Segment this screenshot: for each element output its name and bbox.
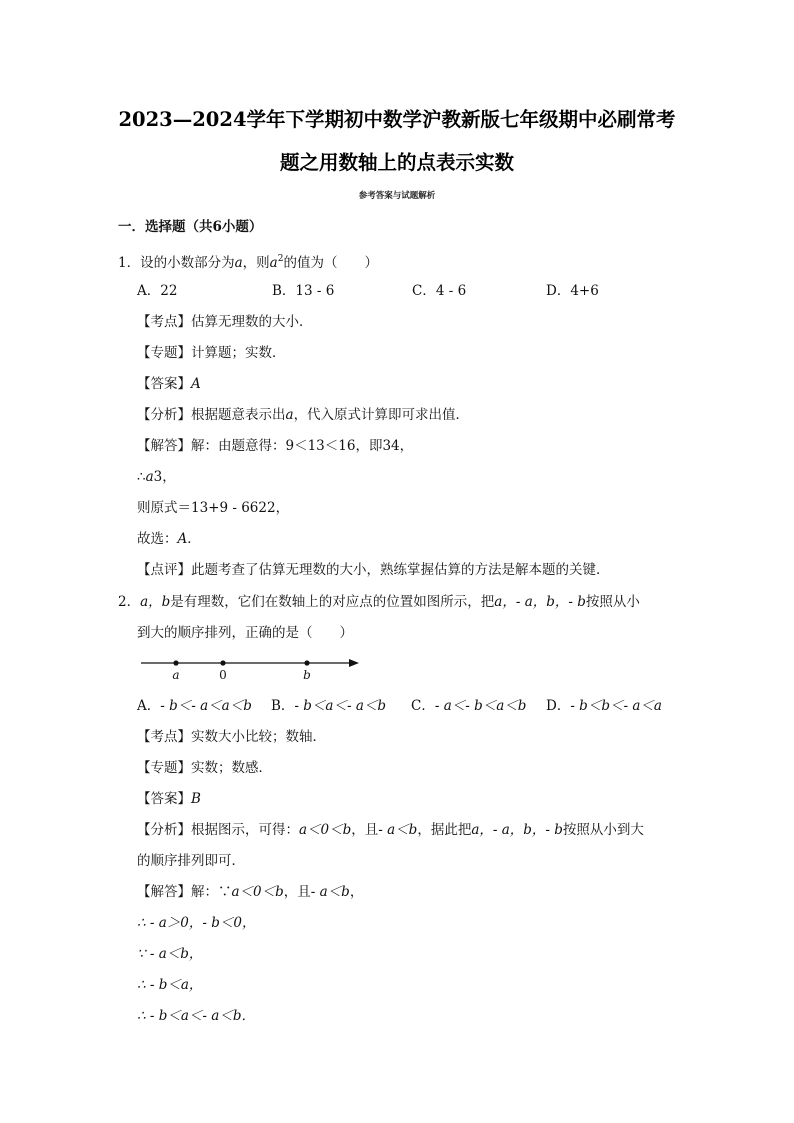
q1-option-d: D．4+6 bbox=[546, 283, 599, 299]
q1-option-a: A．22 bbox=[137, 283, 178, 299]
question-2-stem-line2: 到大的顺序排列，正确的是（ ） bbox=[137, 625, 353, 641]
q1-jieda: 【解答】解：由题意得：9＜13＜16，即34， bbox=[137, 438, 414, 454]
q2-step-4: ∴ - b＜a＜- a＜b． bbox=[137, 1008, 255, 1024]
q2-step-3: ∴ - b＜a， bbox=[137, 977, 203, 993]
q2-jieda: 【解答】解：∵a＜0＜b，且- a＜b， bbox=[137, 884, 364, 900]
q2-step-1: ∴ - a＞0，- b＜0， bbox=[137, 915, 256, 931]
q2-step-2: ∵ - a＜b， bbox=[137, 946, 203, 962]
question-2-stem-line1: 2．a，b是有理数，它们在数轴上的对应点的位置如图所示，把a，- a，b，- b按照从小 bbox=[118, 594, 640, 610]
q1-zhuanti: 【专题】计算题；实数． bbox=[137, 345, 286, 361]
q2-option-b: B．- b＜a＜- a＜b bbox=[271, 698, 387, 714]
q1-answer: 【答案】A bbox=[137, 376, 201, 392]
label-zero: 0 bbox=[219, 668, 227, 682]
q1-step-2: 则原式＝13+9 - 6622， bbox=[137, 500, 290, 516]
label-a: a bbox=[172, 668, 180, 682]
q2-fenxi-line1: 【分析】根据图示，可得：a＜0＜b，且- a＜b，据此把a，- a，b，- b按照从小到大 bbox=[137, 822, 644, 838]
section-heading: 一．选择题（共6小题） bbox=[118, 219, 263, 235]
q1-option-c: C．4 - 6 bbox=[412, 283, 467, 299]
q2-kaodian: 【考点】实数大小比较；数轴． bbox=[137, 729, 326, 745]
q1-step-3: 故选：A． bbox=[137, 531, 201, 547]
document-title-line2: 题之用数轴上的点表示实数 bbox=[279, 151, 514, 174]
q2-zhuanti: 【专题】实数；数感． bbox=[137, 760, 272, 776]
point-a bbox=[173, 660, 178, 665]
point-zero bbox=[220, 660, 225, 665]
q2-option-a: A．- b＜- a＜a＜b bbox=[137, 698, 252, 714]
q2-answer: 【答案】B bbox=[137, 791, 201, 807]
q1-step-1: ∴a3， bbox=[137, 469, 176, 485]
q1-kaodian: 【考点】估算无理数的大小． bbox=[137, 314, 313, 330]
number-line-arrow bbox=[349, 659, 359, 667]
label-b: b bbox=[303, 668, 311, 682]
point-b bbox=[304, 660, 309, 665]
number-line-figure bbox=[137, 653, 367, 683]
question-1-stem: 1．设的小数部分为a，则$a^2$的值为（ ） bbox=[118, 254, 378, 271]
q1-fenxi: 【分析】根据题意表示出a，代入原式计算即可求出值． bbox=[137, 407, 470, 423]
q2-option-c: C．- a＜- b＜a＜b bbox=[411, 698, 527, 714]
q1-dianping: 【点评】此题考查了估算无理数的大小，熟练掌握估算的方法是解本题的关键． bbox=[137, 562, 610, 578]
q2-fenxi-line2: 的顺序排列即可． bbox=[137, 853, 245, 869]
q2-option-d: D．- b＜b＜- a＜a bbox=[546, 698, 662, 714]
document-title-line1: 2023—2024学年下学期初中数学沪教新版七年级期中必刷常考 bbox=[118, 108, 676, 131]
q1-option-b: B．13 - 6 bbox=[272, 283, 335, 299]
document-subtitle: 参考答案与试题解析 bbox=[358, 191, 436, 201]
